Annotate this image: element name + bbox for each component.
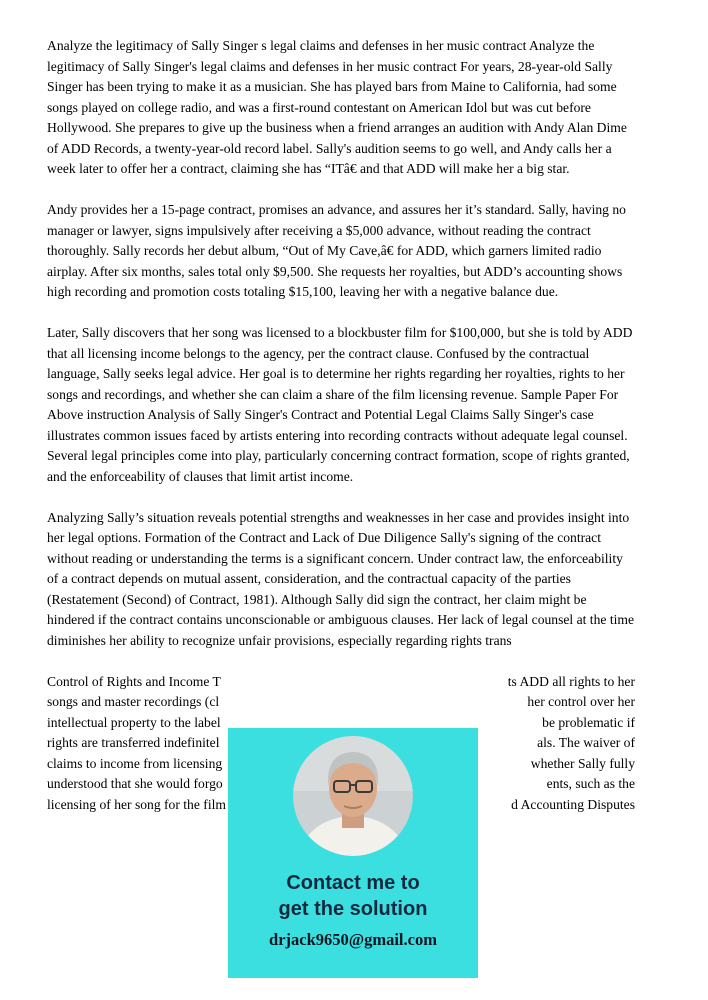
occluded-text-line xyxy=(47,672,635,693)
text-fragment-right: ts ADD all rights to her xyxy=(507,673,635,689)
text-fragment-right: d Accounting Disputes xyxy=(511,796,635,812)
contact-text-line2: get the solution xyxy=(278,898,428,920)
text-fragment-right: ents, such as the xyxy=(546,776,635,791)
solution-card[interactable] xyxy=(228,728,478,978)
paragraph: Andy provides her a 15-page contract, promises an advance, and assures her it’s standard. Sally, having no manager or lawyer, signs impulsively after receiving a $5,000 advance, without reading the contract thoroughly. Sally records her debut album, “Out of My Cave,â€ for ADD, which garners limited radio airplay. After six months, sales total only $9,500. She requests her royalties, but ADD’s accounting shows high recording and promotion costs totaling $15,100, leaving her with a negative balance due. xyxy=(47,202,626,299)
contact-text-line1: Contact me to xyxy=(286,872,420,894)
profile-photo xyxy=(293,736,413,856)
text-fragment-left: songs and master recordings (cl xyxy=(47,694,220,709)
occluded-text-line xyxy=(47,692,635,713)
paragraph: Analyzing Sally’s situation reveals potential strengths and weaknesses in her case and provides insight into her legal options. Formation of the Contract and Lack of Due Diligence Sally's signing of the contract without reading or understanding the terms is a significant concern. Under contract law, the enforceability of a contract depends on mutual assent, consideration, and the contractual capacity of the parties (Restatement (Second) of Contract, 1981). Although Sally did sign the contract, her claim might be hindered if the contract contains unconscionable or ambiguous clauses. Her lack of legal counsel at the time diminishes her ability to recognize unfair provisions, especially regarding rights trans xyxy=(47,509,634,648)
text-fragment-left: Control of Rights and Income T xyxy=(47,673,221,689)
paragraph: Analyze the legitimacy of Sally Singer s legal claims and defenses in her music contract Analyze the legitimacy of Sally Singer's legal claims and defenses in her music contract For years, 28-year-old Sally Singer has been trying to make it as a musician. She has played bars from Maine to California, had some songs played on college radio, and was a first-round contestant on American Idol but was cut before Hollywood. She prepares to give up the business when a friend arranges an audition with Andy Alan Dime of ADD Records, a twenty-year-old record label. Sally's audition seems to go well, and Andy calls her a week later to offer her a contract, claiming she has “ITâ€ and that ADD will make her a big star. xyxy=(47,38,627,176)
text-fragment-right: als. The waiver of xyxy=(537,735,635,750)
text-fragment-left: rights are transferred indefinitel xyxy=(47,735,220,750)
text-fragment-right: be problematic if xyxy=(542,714,635,730)
document-content xyxy=(47,36,635,815)
profile-photo-illustration xyxy=(293,736,413,856)
text-fragment-left: intellectual property to the label xyxy=(47,714,221,730)
text-fragment-left: understood that she would forgo xyxy=(47,776,223,791)
contact-email[interactable]: drjack9650@gmail.com xyxy=(269,930,437,949)
text-fragment-left: claims to income from licensing xyxy=(47,755,223,771)
text-fragment-right: whether Sally fully xyxy=(530,755,635,771)
paragraph: Later, Sally discovers that her song was licensed to a blockbuster film for $100,000, but she is told by ADD that all licensing income belongs to the agency, per the contract clause. Confused by the contractual language, Sally seeks legal advice. Her goal is to determine her rights regarding her royalties, rights to her songs and recordings, and whether she can claim a share of the film licensing revenue. Sample Paper For Above instruction Analysis of Sally Singer's Contract and Potential Legal Claims Sally Singer's case illustrates common issues faced by artists entering into recording contracts without adequate legal counsel. Several legal principles come into play, particularly concerning contract formation, scope of rights granted, and the enforceability of clauses that limit artist income. xyxy=(47,325,633,484)
text-fragment-left: licensing of her song for the film xyxy=(47,796,226,812)
text-fragment-right: her control over her xyxy=(527,694,635,709)
